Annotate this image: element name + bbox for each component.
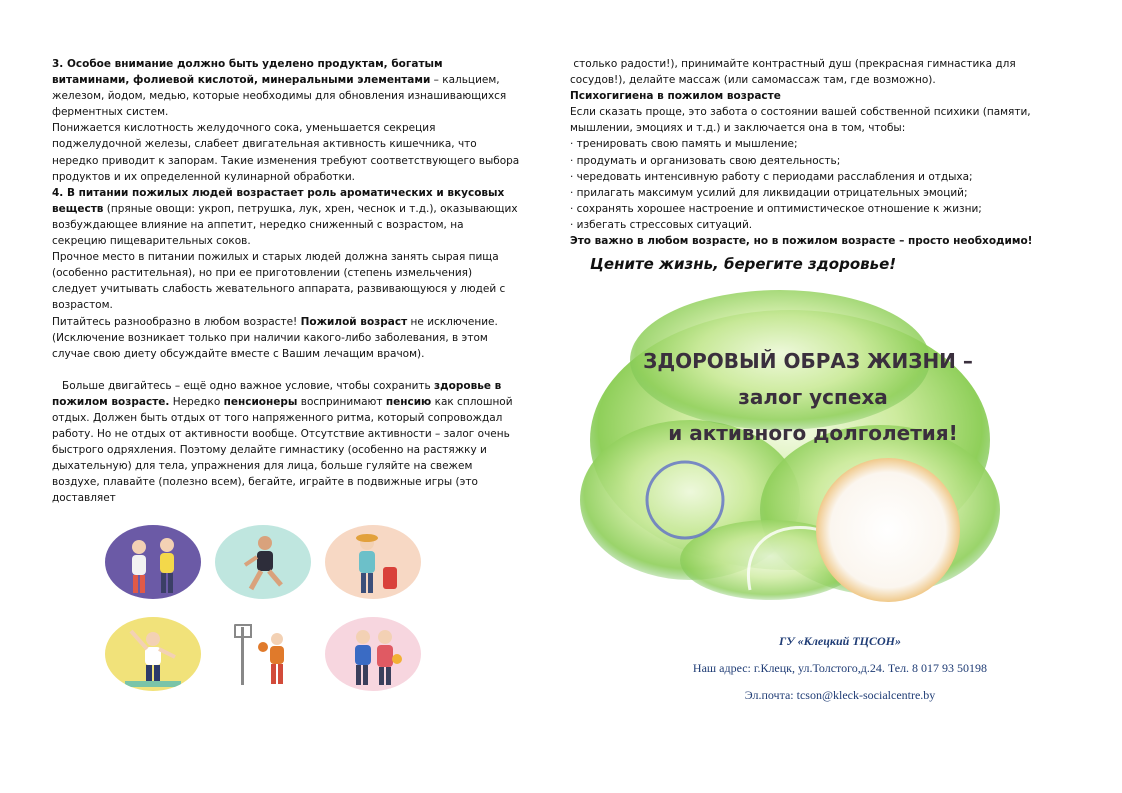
paragraph-vitamins-text: – кальцием, железом, йодом, медью, которые необходимы для обновления изнашивающихся ферментных систем. <box>52 74 507 119</box>
closing-statement-text: Это важно в любом возрасте, но в пожилом возрасте – просто необходимо! <box>570 235 1033 248</box>
elderly-man-jogging-teal-icon <box>215 525 311 599</box>
paragraph-vitamins <box>52 56 520 120</box>
heading-psychohygiene <box>570 88 1060 104</box>
healthy-lifestyle-poster <box>580 290 1000 620</box>
elderly-couple-walking-pink-icon <box>325 617 421 691</box>
list-item: · продумать и организовать свою деятельность; <box>570 154 841 167</box>
paragraph-variety-text-b: не исключение. <box>407 315 498 328</box>
paragraph-raw-food: Прочное место в питании пожилых и старых людей должна занять сырая пища (особенно растительная), но при ее приготовлении (степень измельчения) следует учитывать слабость жевательного аппарата, развивающуюся у людей с возрастом. <box>52 251 506 312</box>
list-item: · тренировать свою память и мышление; <box>570 138 798 151</box>
paragraph-variety-text-a: Питайтесь разнообразно в любом возрасте! <box>52 315 301 328</box>
left-column <box>52 56 520 507</box>
elderly-man-exercise-yellow-icon <box>105 617 201 691</box>
paragraph-movement <box>52 378 520 507</box>
poster-title-line-2: залог успеха <box>738 385 888 409</box>
poster-title-line-3: и активного долголетия! <box>668 421 958 445</box>
slogan: Цените жизнь, берегите здоровье! <box>590 255 897 273</box>
paragraph-vitamins-bold: 3. Особое внимание должно быть уделено продуктам, богатым витаминами, фолиевой кислотой, минеральными элементами <box>52 58 443 87</box>
organization-name: ГУ «Клецкий ТЦСОН» <box>779 634 901 648</box>
paragraph-movement-text-c: воспринимают <box>297 395 386 408</box>
list-item: · избегать стрессовых ситуаций. <box>570 218 753 231</box>
paragraph-aromatic-text: (пряные овощи: укроп, петрушка, лук, хрен, чеснок и т.д.), оказывающих возбуждающее влияние на аппетит, нередко сниженный с возрастом, на секрецию пищеварительных соков. <box>52 202 518 248</box>
organization-address: Наш адрес: г.Клецк, ул.Толстого,д.24. Тел. 8 017 93 50198 <box>692 661 988 675</box>
paragraph-aromatic <box>52 185 520 249</box>
heading-psychohygiene-text: Психогигиена в пожилом возрасте <box>570 90 781 103</box>
paragraph-exception: (Исключение возникает только при наличии какого-либо заболевания, в этом случае свою диету обсуждайте вместе с Вашим лечащим врачом). <box>52 331 488 360</box>
paragraph-variety-bold: Пожилой возраст <box>300 315 408 328</box>
poster-title-line-1: ЗДОРОВЫЙ ОБРАЗ ЖИЗНИ – <box>643 349 973 373</box>
paragraph-variety <box>52 314 520 330</box>
list-item: · чередовать интенсивную работу с периодами расслабления и отдыха; <box>570 170 973 183</box>
paragraph-movement-text-b: Нередко <box>169 395 224 408</box>
paragraph-aromatic-bold: 4. В питании пожилых людей возрастает роль ароматических и вкусовых веществ <box>52 186 505 215</box>
paragraph-shower: столько радости!), принимайте контрастный душ (прекрасная гимнастика для сосудов!), делайте массаж (или самомассаж там, где возможно). <box>570 58 1020 87</box>
right-column <box>570 56 1060 249</box>
elderly-couple-dancing-purple-icon <box>105 525 201 599</box>
elderly-basketball-players-icon <box>215 617 311 691</box>
list-item: · сохранять хорошее настроение и оптимистическое отношение к жизни; <box>570 202 982 215</box>
elderly-traveler-suitcase-peach-icon <box>325 525 421 599</box>
activity-illustrations <box>105 525 425 675</box>
organization-email: Эл.почта: tcson@kleck-socialcentre.by <box>744 688 936 702</box>
paragraph-movement-bold-2: пенсионеры <box>223 395 298 408</box>
paragraph-movement-bold-1: здоровье в пожилом возрасте. <box>52 379 505 408</box>
paragraph-movement-text-a: Больше двигайтесь – ещё одно важное условие, чтобы сохранить <box>52 379 435 392</box>
closing-statement <box>570 233 1060 249</box>
paragraph-intro: Если сказать проще, это забота о состоянии вашей собственной психики (памяти, мышлении, эмоциях и т.д.) и заключается она в том, чтобы: <box>570 106 1031 135</box>
list-item: · прилагать максимум усилий для ликвидации отрицательных эмоций; <box>570 186 968 199</box>
paragraph-movement-text-d: как сплошной отдых. Должен быть отдых от того напряженного ритма, который сопровождал работу. Но не отдых от активности вообще. Отсутствие активности – залог очень быстрого одряхления. Поэтому делайте гимнастику (особенно на растяжку и дыхательную) для тела, упражнения для лица, больше гуляйте на свежем воздухе, плавайте (полезно всем), бегайте, играйте в подвижные игры (это доставляет <box>52 395 516 505</box>
spacer <box>52 362 520 378</box>
poster-graphic <box>580 290 1000 620</box>
paragraph-acidity: Понижается кислотность желудочного сока, уменьшается секреция поджелудочной железы, слабеет двигательная активность кишечника, что нередко приводит к запорам. Такие изменения требуют соответствующего выбора продуктов и их определенной кулинарной обработки. <box>52 122 520 183</box>
photo-circle <box>816 458 960 602</box>
paragraph-movement-bold-3: пенсию <box>385 395 432 408</box>
